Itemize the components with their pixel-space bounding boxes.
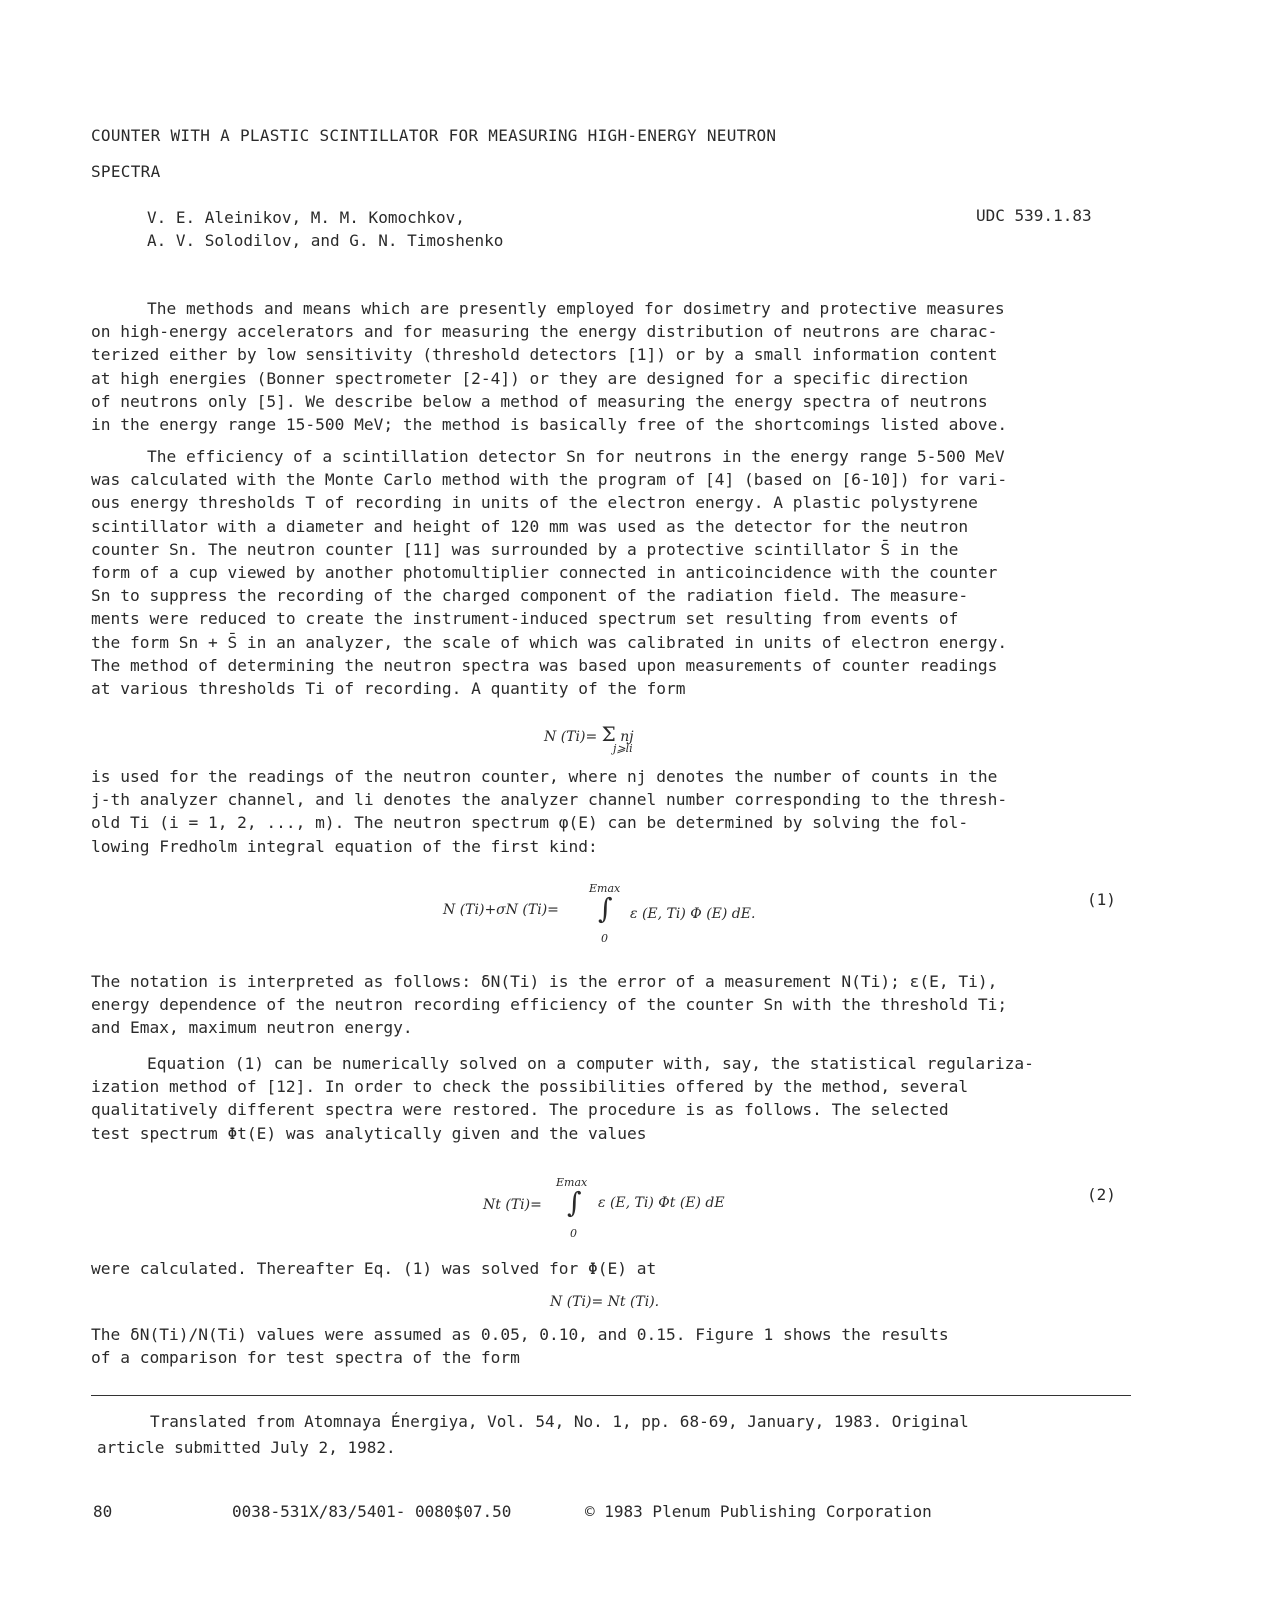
- paragraph-2: [91, 445, 1141, 700]
- sum-term: nj: [620, 729, 634, 745]
- text-line: old Ti (i = 1, 2, ..., m). The neutron spectrum φ(E) can be determined by solving the fol-: [91, 813, 969, 833]
- eq2-lhs: Nt (Ti)=: [483, 1197, 542, 1213]
- eq1-upper-limit: Emax: [589, 882, 621, 895]
- text-line: was calculated with the Monte Carlo method with the program of [4] (based on [6-10]) for vari-: [91, 470, 1008, 490]
- text-line: lowing Fredholm integral equation of the first kind:: [91, 836, 598, 856]
- eq2-upper-limit: Emax: [556, 1176, 588, 1189]
- text-line: of a comparison for test spectra of the form: [91, 1348, 520, 1368]
- copyright-notice: © 1983 Plenum Publishing Corporation: [585, 1502, 932, 1521]
- text-line: The notation is interpreted as follows: δN(Ti) is the error of a measurement N(Ti); ε(E, Ti),: [91, 972, 998, 991]
- text-line: The methods and means which are presently employed for dosimetry and protective measures: [147, 299, 1005, 318]
- text-line: at various thresholds Ti of recording. A quantity of the form: [91, 679, 686, 699]
- eq2-rhs: ε (E, Ti) Φt (E) dE: [598, 1195, 725, 1211]
- eq1-lower-limit: 0: [601, 932, 608, 945]
- text-line: Sn to suppress the recording of the charged component of the radiation field. The measure-: [91, 586, 969, 606]
- integral-symbol: ∫: [567, 1186, 582, 1219]
- eq2-lower-limit: 0: [570, 1227, 577, 1240]
- text-line: scintillator with a diameter and height of 120 mm was used as the detector for the neutron: [91, 516, 969, 536]
- text-line: qualitatively different spectra were restored. The procedure is as follows. The selected: [91, 1100, 949, 1120]
- footnote-divider: [91, 1395, 1131, 1396]
- sum-lhs: N (Ti)=: [544, 729, 598, 745]
- paragraph-5: [91, 1052, 1141, 1145]
- text-line: form of a cup viewed by another photomultiplier connected in anticoincidence with the counter: [91, 563, 998, 583]
- footnote-line2: article submitted July 2, 1982.: [97, 1438, 396, 1457]
- page-number: 80: [93, 1502, 113, 1521]
- text-line: counter Sn. The neutron counter [11] was surrounded by a protective scintillator S̄ in the: [91, 539, 959, 559]
- text-line: ization method of [12]. In order to check the possibilities offered by the method, several: [91, 1077, 969, 1097]
- text-line: ous energy thresholds T of recording in units of the electron energy. A plastic polystyrene: [91, 493, 978, 513]
- eq1-rhs: ε (E, Ti) Φ (E) dE.: [630, 906, 756, 922]
- text-line: on high-energy accelerators and for measuring the energy distribution of neutrons are charac-: [91, 322, 998, 342]
- footnote-line1: Translated from Atomnaya Énergiya, Vol. 54, No. 1, pp. 68-69, January, 1983. Original: [150, 1412, 969, 1431]
- text-line: and Emax, maximum neutron energy.: [91, 1018, 413, 1038]
- text-line: j-th analyzer channel, and li denotes the analyzer channel number corresponding to the thresh-: [91, 790, 1008, 810]
- text-line: in the energy range 15-500 MeV; the method is basically free of the shortcomings listed above.: [91, 415, 1008, 435]
- text-line: test spectrum Φt(E) was analytically given and the values: [91, 1123, 647, 1143]
- paragraph-7: [91, 1323, 1141, 1369]
- article-title-line1: COUNTER WITH A PLASTIC SCINTILLATOR FOR MEASURING HIGH-ENERGY NEUTRON: [91, 126, 777, 145]
- sum-limit: j⩾li: [613, 742, 633, 755]
- eq1-lhs: N (Ti)+σN (Ti)=: [443, 902, 559, 918]
- text-line: of neutrons only [5]. We describe below a method of measuring the energy spectra of neutrons: [91, 391, 988, 411]
- eq2-number: (2): [1087, 1185, 1116, 1204]
- integral-symbol: ∫: [598, 892, 613, 925]
- udc-code: UDC 539.1.83: [976, 206, 1092, 225]
- text-line: The efficiency of a scintillation detector Sn for neutrons in the energy range 5-500 MeV: [147, 447, 1005, 466]
- paragraph-1: [91, 297, 1141, 436]
- article-title-line2: SPECTRA: [91, 162, 161, 181]
- sigma-symbol: Σ: [601, 722, 616, 746]
- text-line: is used for the readings of the neutron counter, where nj denotes the number of counts in the: [91, 767, 998, 786]
- paragraph-3: [91, 765, 1141, 858]
- text-line: The δN(Ti)/N(Ti) values were assumed as 0.05, 0.10, and 0.15. Figure 1 shows the results: [91, 1325, 949, 1344]
- text-line: ments were reduced to create the instrument-induced spectrum set resulting from events of: [91, 609, 959, 629]
- text-line: at high energies (Bonner spectrometer [2-4]) or they are designed for a specific direction: [91, 368, 969, 388]
- eq1-number: (1): [1087, 890, 1116, 909]
- text-line: energy dependence of the neutron recording efficiency of the counter Sn with the threshold Ti;: [91, 995, 1008, 1015]
- paragraph-6: [91, 1257, 1141, 1280]
- authors-line1: V. E. Aleinikov, M. M. Komochkov,: [147, 208, 465, 227]
- text-line: Equation (1) can be numerically solved on a computer with, say, the statistical regulariza-: [147, 1054, 1034, 1073]
- text-line: The method of determining the neutron spectra was based upon measurements of counter readings: [91, 655, 998, 675]
- publication-code: 0038-531X/83/5401- 0080$07.50: [232, 1502, 512, 1521]
- text-line: were calculated. Thereafter Eq. (1) was solved for Φ(E) at: [91, 1259, 657, 1278]
- paragraph-4: [91, 970, 1141, 1040]
- text-line: the form Sn + S̄ in an analyzer, the scale of which was calibrated in units of electron energy.: [91, 632, 1008, 652]
- authors-line2: A. V. Solodilov, and G. N. Timoshenko: [147, 231, 504, 250]
- text-line: terized either by low sensitivity (threshold detectors [1]) or by a small information content: [91, 345, 998, 365]
- equation-3: N (Ti)= Nt (Ti).: [550, 1294, 660, 1310]
